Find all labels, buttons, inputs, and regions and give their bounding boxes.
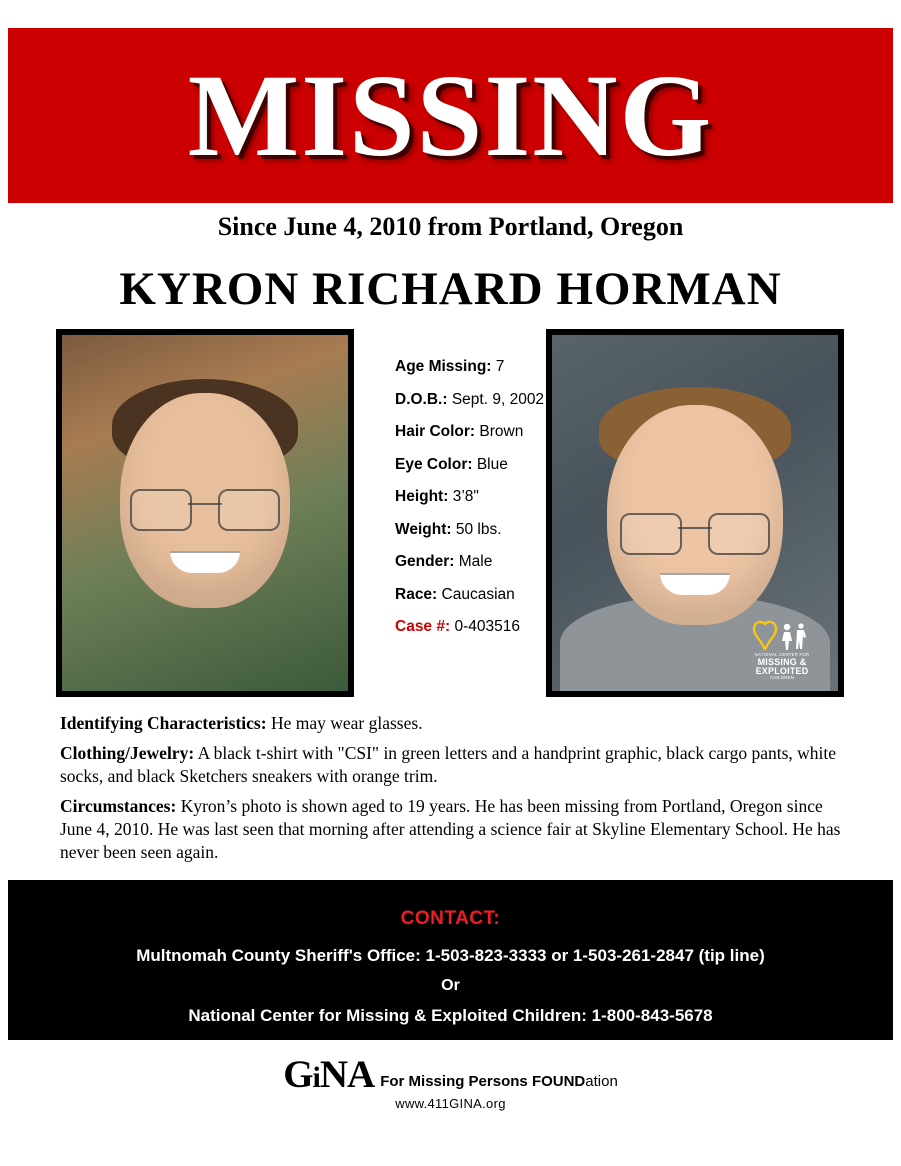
case-number-value: 0-403516 — [454, 618, 520, 635]
gina-g: G — [283, 1053, 313, 1096]
ncmec-top-text: NATIONAL CENTER FOR — [754, 652, 810, 658]
vital-value: Male — [458, 553, 493, 570]
clothing-jewelry — [60, 742, 850, 788]
identifying-text: He may wear glasses. — [266, 713, 423, 733]
person-name: KYRON RICHARD HORMAN — [119, 263, 782, 315]
glasses-icon — [620, 513, 770, 551]
photo-child — [56, 329, 354, 697]
since-line: Since June 4, 2010 from Portland, Oregon — [217, 212, 684, 241]
footer-tagline-a: For Missing Persons — [380, 1073, 528, 1090]
footer — [0, 1055, 901, 1111]
identifying-label: Identifying Characteristics: — [60, 713, 267, 733]
vital-row — [395, 586, 570, 604]
photo-age-progressed — [546, 329, 844, 697]
vital-label: Age Missing: — [395, 358, 492, 375]
mouth-shape — [170, 551, 240, 573]
vital-row — [395, 456, 570, 474]
identifying-characteristics — [60, 712, 850, 735]
glasses-icon — [130, 489, 280, 527]
gina-na: NA — [319, 1053, 375, 1096]
footer-tagline — [380, 1073, 618, 1094]
missing-banner — [8, 28, 893, 203]
vital-label: D.O.B.: — [395, 390, 448, 408]
contact-band — [8, 880, 893, 1040]
vital-value: Caucasian — [441, 585, 515, 603]
vital-value: Sept. 9, 2002 — [451, 390, 545, 408]
vital-row — [395, 358, 570, 376]
footer-logo-row — [283, 1055, 618, 1094]
description-block — [60, 712, 850, 872]
vital-row — [395, 521, 570, 539]
vital-label: Weight: — [395, 520, 452, 538]
footer-tagline-c: ation — [585, 1073, 618, 1090]
vital-value: 7 — [495, 358, 505, 375]
face-shape — [120, 393, 290, 608]
contact-or: Or — [441, 977, 460, 994]
circumstances-text: Kyron’s photo is shown aged to 19 years. He has been missing from Portland, Oregon since June 4, 2010. He was last seen that morning after attending a science fair at Skyline Elementary School. He has never been seen again. — [60, 796, 841, 863]
vital-value: 50 lbs. — [455, 520, 502, 538]
face-shape — [607, 405, 783, 625]
vital-label: Race: — [395, 585, 438, 603]
vital-label: Hair Color: — [395, 423, 476, 440]
circumstances-label: Circumstances: — [60, 796, 177, 817]
contact-title: CONTACT: — [400, 908, 501, 929]
vital-row — [395, 488, 570, 506]
vital-row — [395, 423, 570, 441]
missing-headline: MISSING — [187, 49, 714, 181]
ncmec-line2: EXPLOITED — [755, 665, 809, 676]
vitals-list — [395, 358, 570, 651]
contact-ncmec-line: National Center for Missing & Exploited Children: 1-800-843-5678 — [188, 1006, 713, 1025]
ncmec-line1: MISSING & — [757, 656, 807, 667]
vital-row — [395, 553, 570, 571]
gina-i: i — [312, 1061, 320, 1094]
circumstances — [60, 795, 850, 864]
clothing-label: Clothing/Jewelry: — [60, 743, 195, 764]
vital-value: Brown — [479, 423, 524, 440]
case-number-label: Case #: — [395, 618, 451, 635]
contact-sheriff-line: Multnomah County Sheriff's Office: 1-503-823-3333 or 1-503-261-2847 (tip line) — [136, 946, 765, 965]
gina-logo — [283, 1055, 374, 1094]
vital-value: Blue — [476, 455, 508, 473]
vital-value: 3’8" — [452, 488, 479, 505]
mouth-shape — [660, 573, 730, 595]
vital-row-case — [395, 618, 570, 636]
ncmec-logo — [734, 618, 830, 681]
footer-tagline-b: FOUND — [531, 1073, 586, 1090]
ncmec-figures-icon — [734, 618, 830, 652]
vital-label: Eye Color: — [395, 455, 473, 473]
vital-label: Gender: — [395, 553, 455, 570]
ncmec-sub-text: CHILDREN — [769, 675, 795, 681]
vital-row — [395, 391, 570, 409]
footer-url[interactable]: www.411GINA.org — [395, 1096, 506, 1111]
vital-label: Height: — [395, 488, 449, 505]
clothing-text: A black t-shirt with "CSI" in green letters and a handprint graphic, black cargo pants, white socks, and black Sketchers sneakers with orange trim. — [60, 743, 837, 787]
